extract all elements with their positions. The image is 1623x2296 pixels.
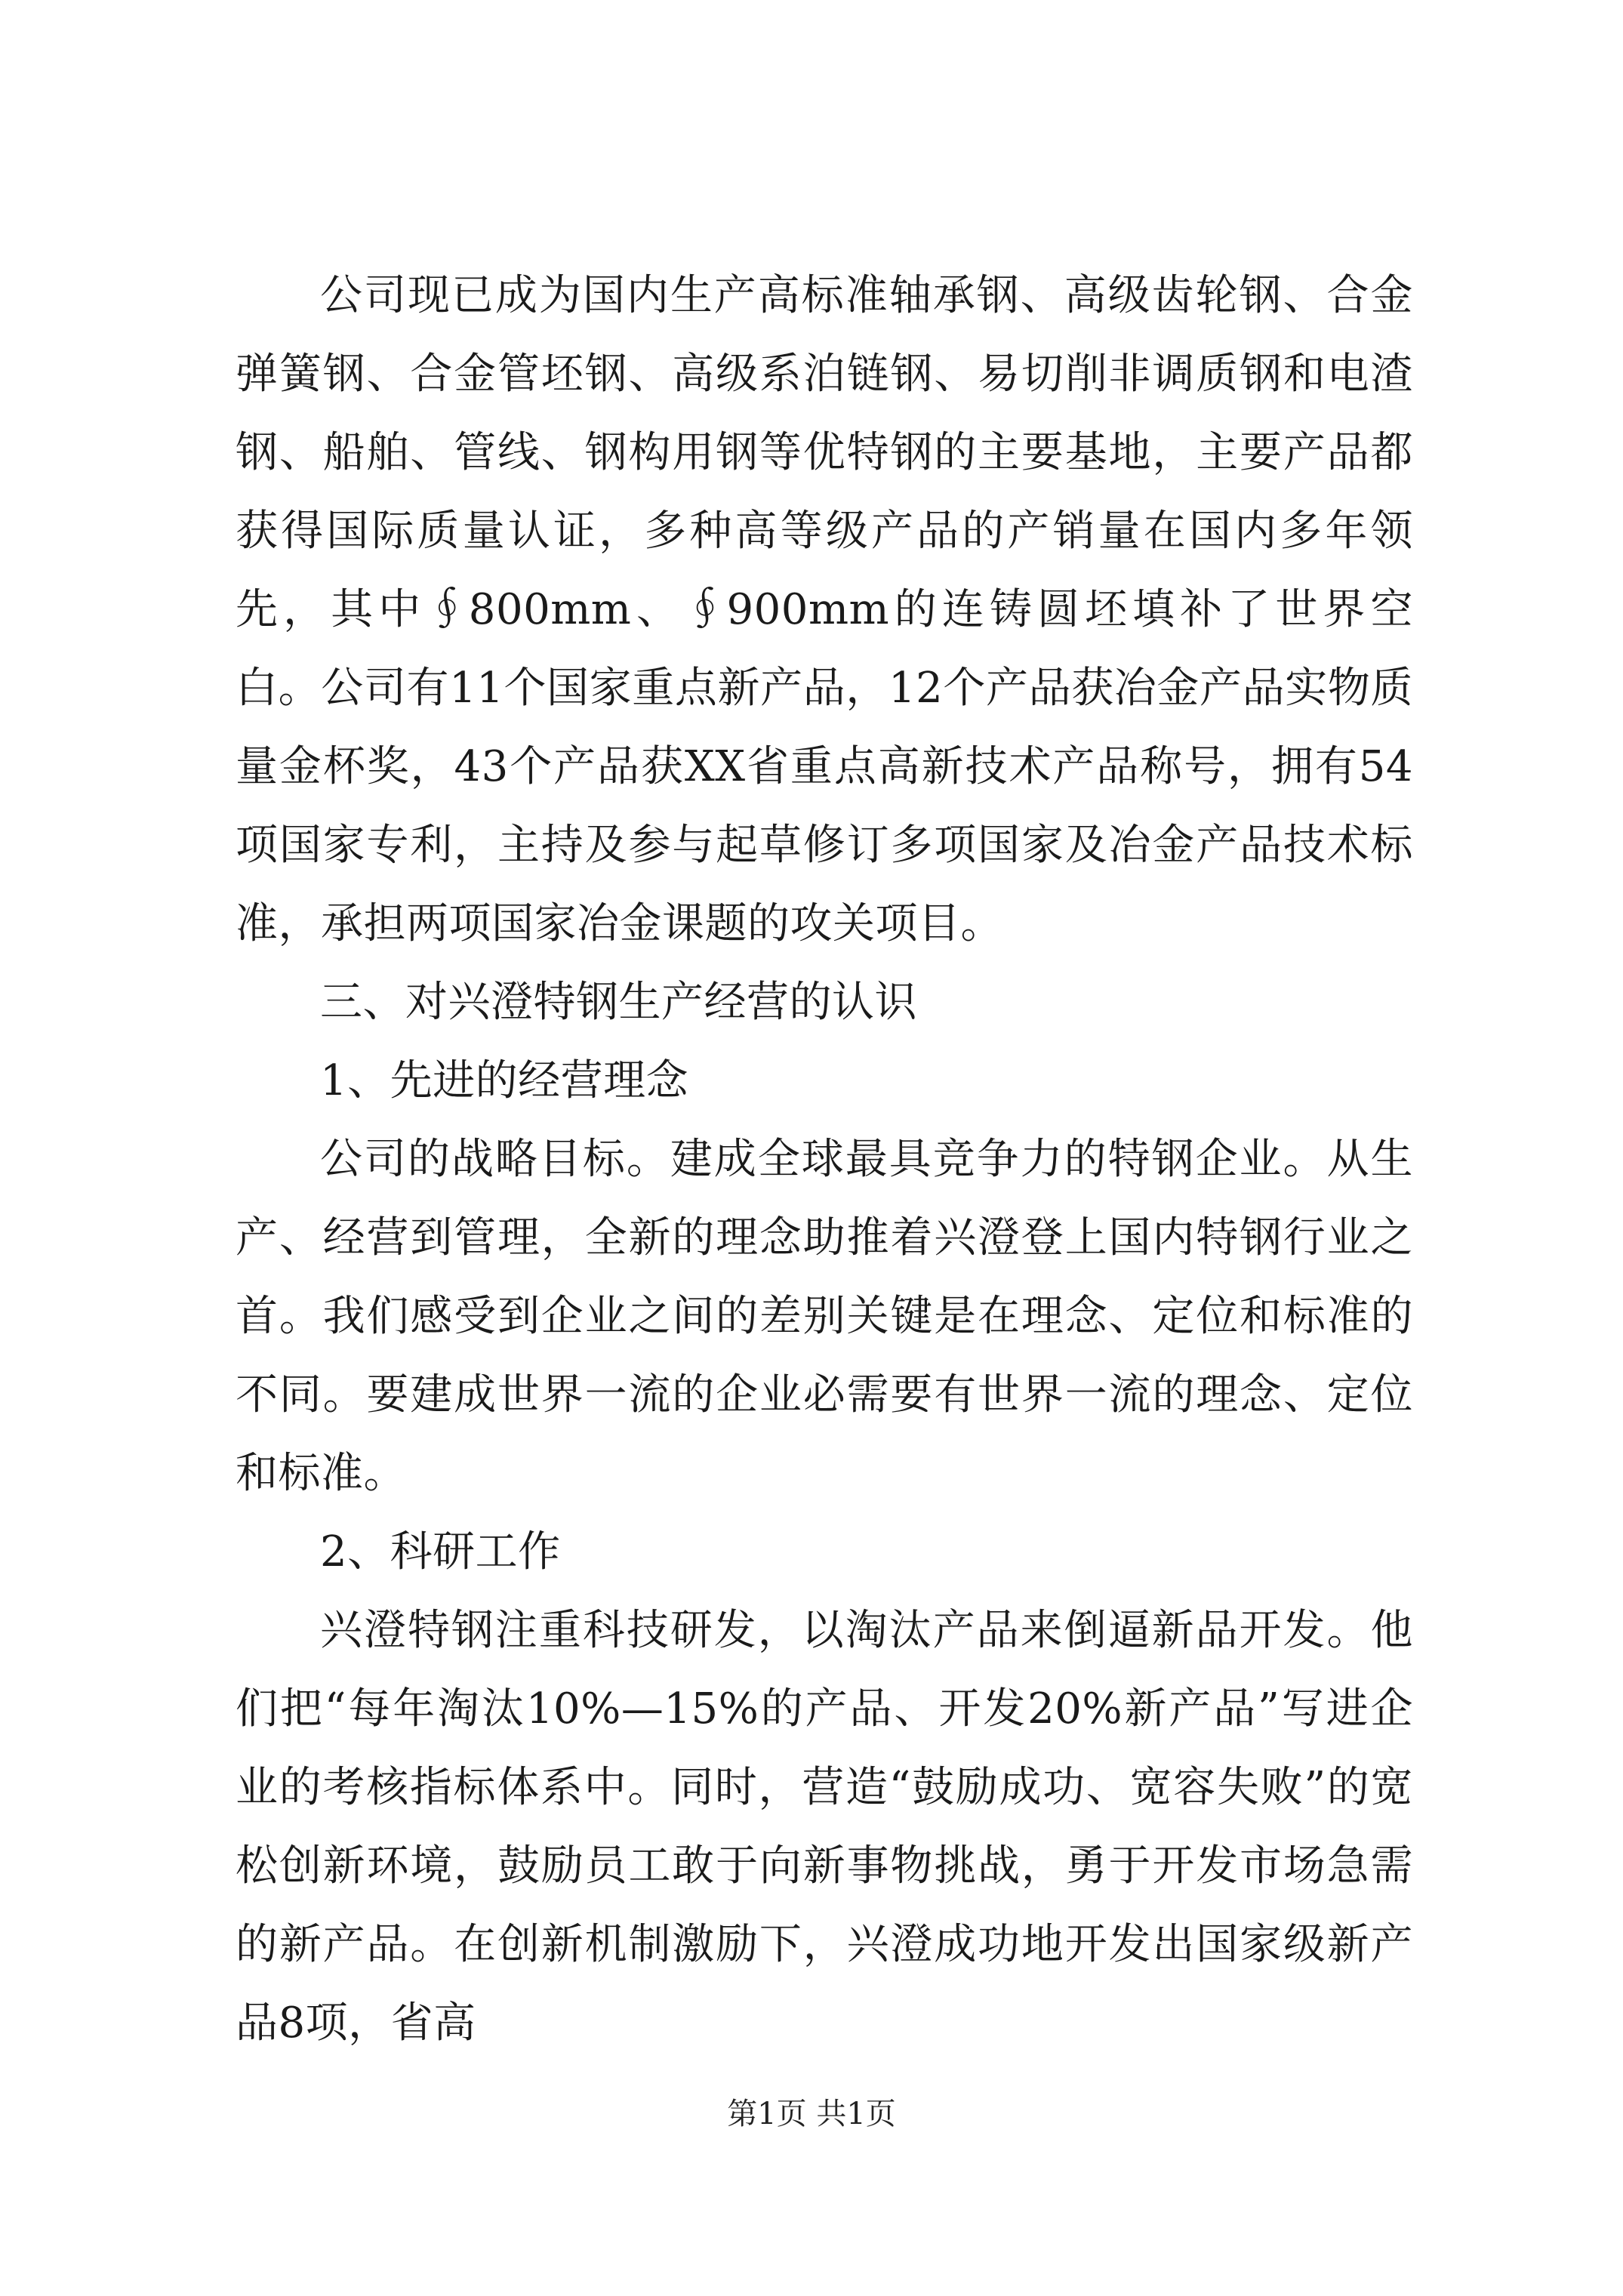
- document-body: [236, 257, 1413, 2063]
- paragraph-research-development: 兴澄特钢注重科技研发，以淘汰产品来倒逼新品开发。他们把“每年淘汰10%—15%的产品、开发20%新产品”写进企业的考核指标体系中。同时，营造“鼓励成功、宽容失败”的宽松创新环境，鼓励员工敢于向新事物挑战，勇于开发市场急需的新产品。在创新机制激励下，兴澄成功地开发出国家级新产品8项，省高: [236, 1606, 1413, 2048]
- page-footer: 第1页 共1页: [727, 2097, 896, 2131]
- subheading-research-work: 2、科研工作: [320, 1527, 561, 1576]
- subheading-management-philosophy: 1、先进的经营理念: [320, 1056, 689, 1105]
- paragraph-company-products: 公司现已成为国内生产高标准轴承钢、高级齿轮钢、合金弹簧钢、合金管坯钢、高级系泊链钢、易切削非调质钢和电渣钢、船舶、管线、钢构用钢等优特钢的主要基地，主要产品都获得国际质量认证，多种高等级产品的产销量在国内多年领先，其中∮800mm、∮900mm的连铸圆坯填补了世界空白。公司有11个国家重点新产品，12个产品获冶金产品实物质量金杯奖，43个产品获XX省重点高新技术产品称号，拥有54项国家专利，主持及参与起草修订多项国家及冶金产品技术标准，承担两项国家冶金课题的攻关项目。: [236, 271, 1413, 948]
- section-heading-understanding: 三、对兴澄特钢生产经营的认识: [320, 978, 917, 1027]
- paragraph-strategic-goal: 公司的战略目标。建成全球最具竞争力的特钢企业。从生产、经营到管理，全新的理念助推着兴澄登上国内特钢行业之首。我们感受到企业之间的差别关键是在理念、定位和标准的不同。要建成世界一流的企业必需要有世界一流的理念、定位和标准。: [236, 1135, 1413, 1498]
